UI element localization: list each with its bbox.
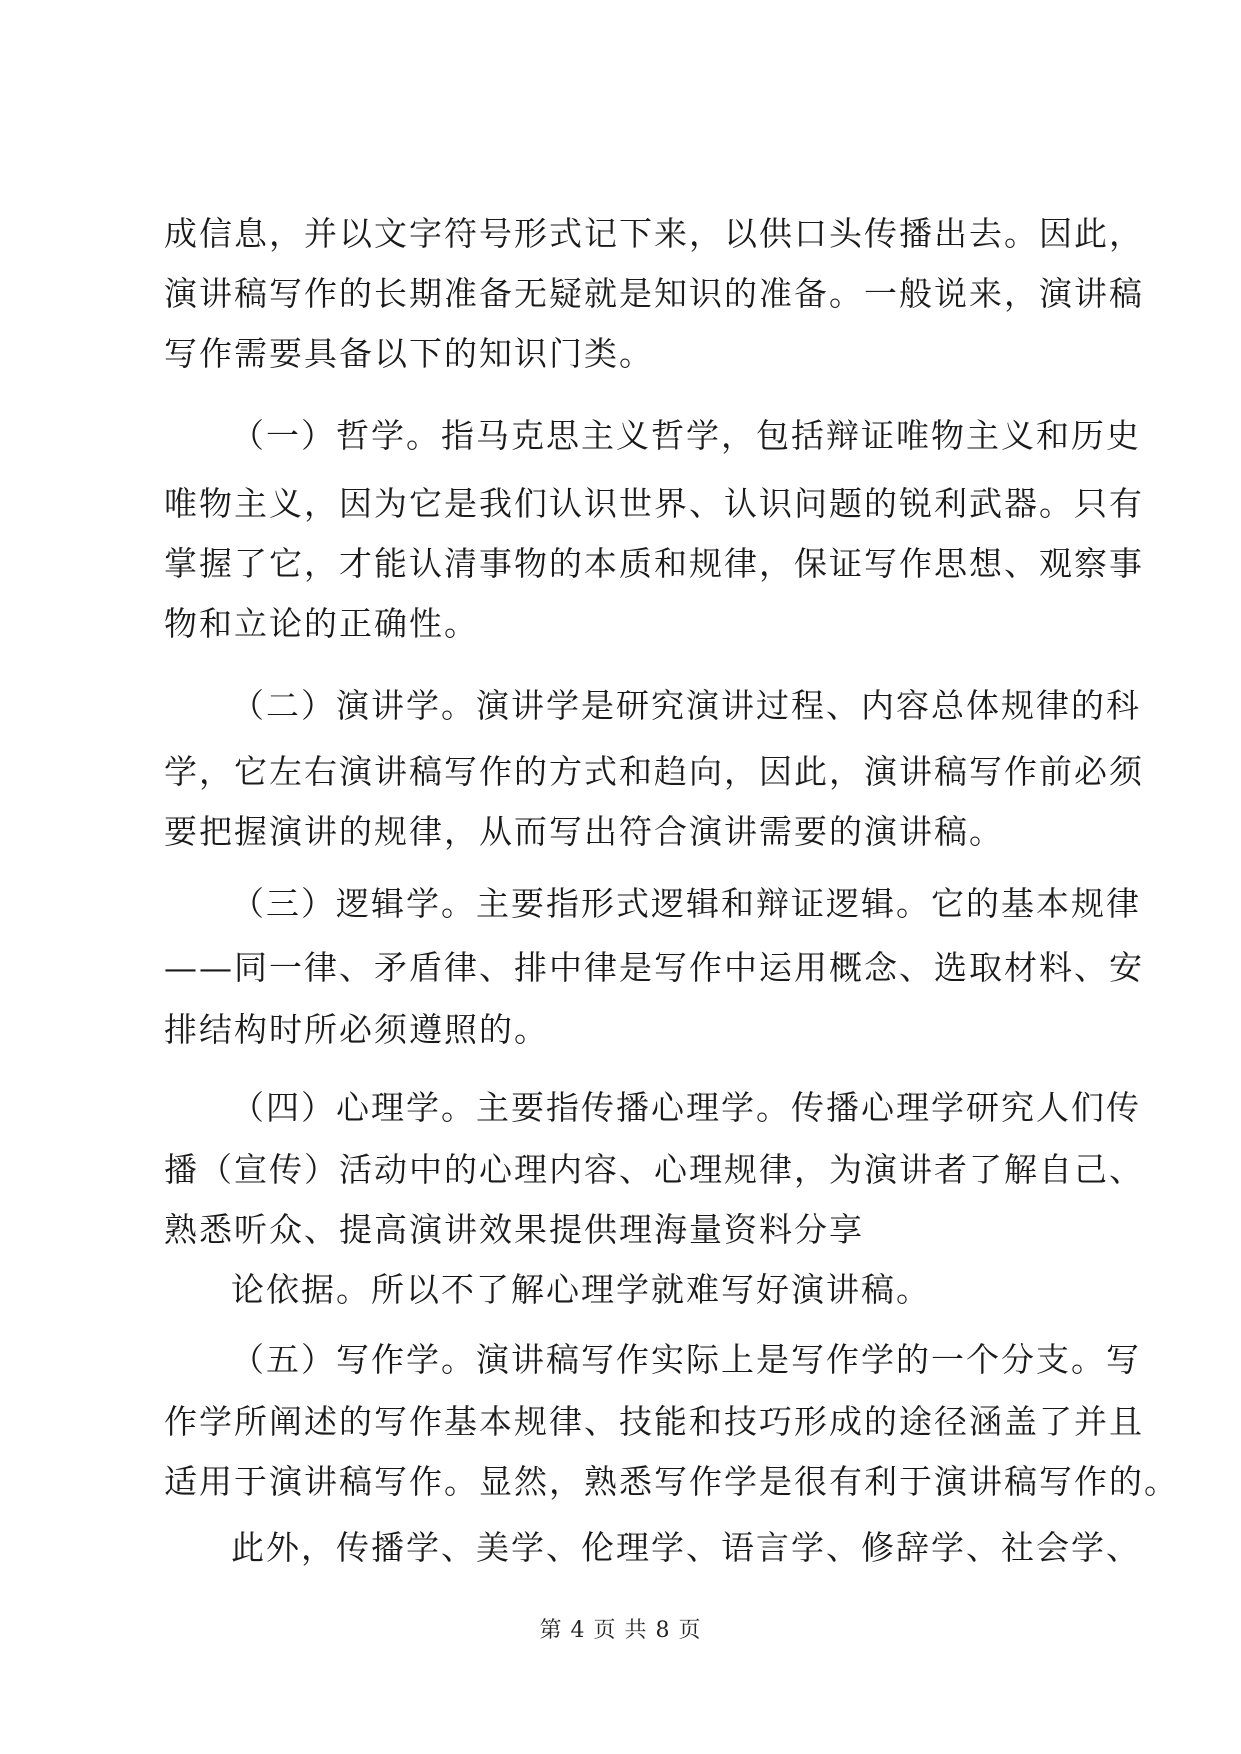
text-line-10: 要把握演讲的规律，从而写出符合演讲需要的演讲稿。	[164, 812, 1004, 851]
text-line-6: 掌握了它，才能认清事物的本质和规律，保证写作思想、观察事	[164, 544, 1144, 583]
text-line-13: 排结构时所必须遵照的。	[164, 1010, 549, 1049]
text-line-15: 播（宣传）活动中的心理内容、心理规律，为演讲者了解自己、	[164, 1150, 1144, 1189]
text-line-16: 熟悉听众、提高演讲效果提供理海量资料分享	[164, 1210, 864, 1249]
page-number-footer: 第 4 页 共 8 页	[539, 1618, 702, 1643]
text-line-4: （一）哲学。指马克思主义哲学，包括辩证唯物主义和历史	[231, 416, 1141, 455]
text-line-21: 此外，传播学、美学、伦理学、语言学、修辞学、社会学、	[231, 1528, 1141, 1567]
text-line-14: （四）心理学。主要指传播心理学。传播心理学研究人们传	[231, 1088, 1141, 1127]
text-line-17: 论依据。所以不了解心理学就难写好演讲稿。	[231, 1270, 931, 1309]
text-line-19: 作学所阐述的写作基本规律、技能和技巧形成的途径涵盖了并且	[164, 1402, 1144, 1441]
text-line-2: 演讲稿写作的长期准备无疑就是知识的准备。一般说来，演讲稿	[164, 274, 1144, 313]
text-line-7: 物和立论的正确性。	[164, 604, 479, 643]
text-line-5: 唯物主义，因为它是我们认识世界、认识问题的锐利武器。只有	[164, 484, 1144, 523]
text-line-3: 写作需要具备以下的知识门类。	[164, 334, 654, 373]
text-line-12: ——同一律、矛盾律、排中律是写作中运用概念、选取材料、安	[164, 948, 1144, 987]
text-line-9: 学，它左右演讲稿写作的方式和趋向，因此，演讲稿写作前必须	[164, 752, 1144, 791]
text-line-20: 适用于演讲稿写作。显然，熟悉写作学是很有利于演讲稿写作的。	[164, 1462, 1179, 1501]
text-line-11: （三）逻辑学。主要指形式逻辑和辩证逻辑。它的基本规律	[231, 884, 1141, 923]
text-line-8: （二）演讲学。演讲学是研究演讲过程、内容总体规律的科	[231, 686, 1141, 725]
text-line-18: （五）写作学。演讲稿写作实际上是写作学的一个分支。写	[231, 1340, 1141, 1379]
text-line-1: 成信息，并以文字符号形式记下来，以供口头传播出去。因此，	[164, 214, 1144, 253]
